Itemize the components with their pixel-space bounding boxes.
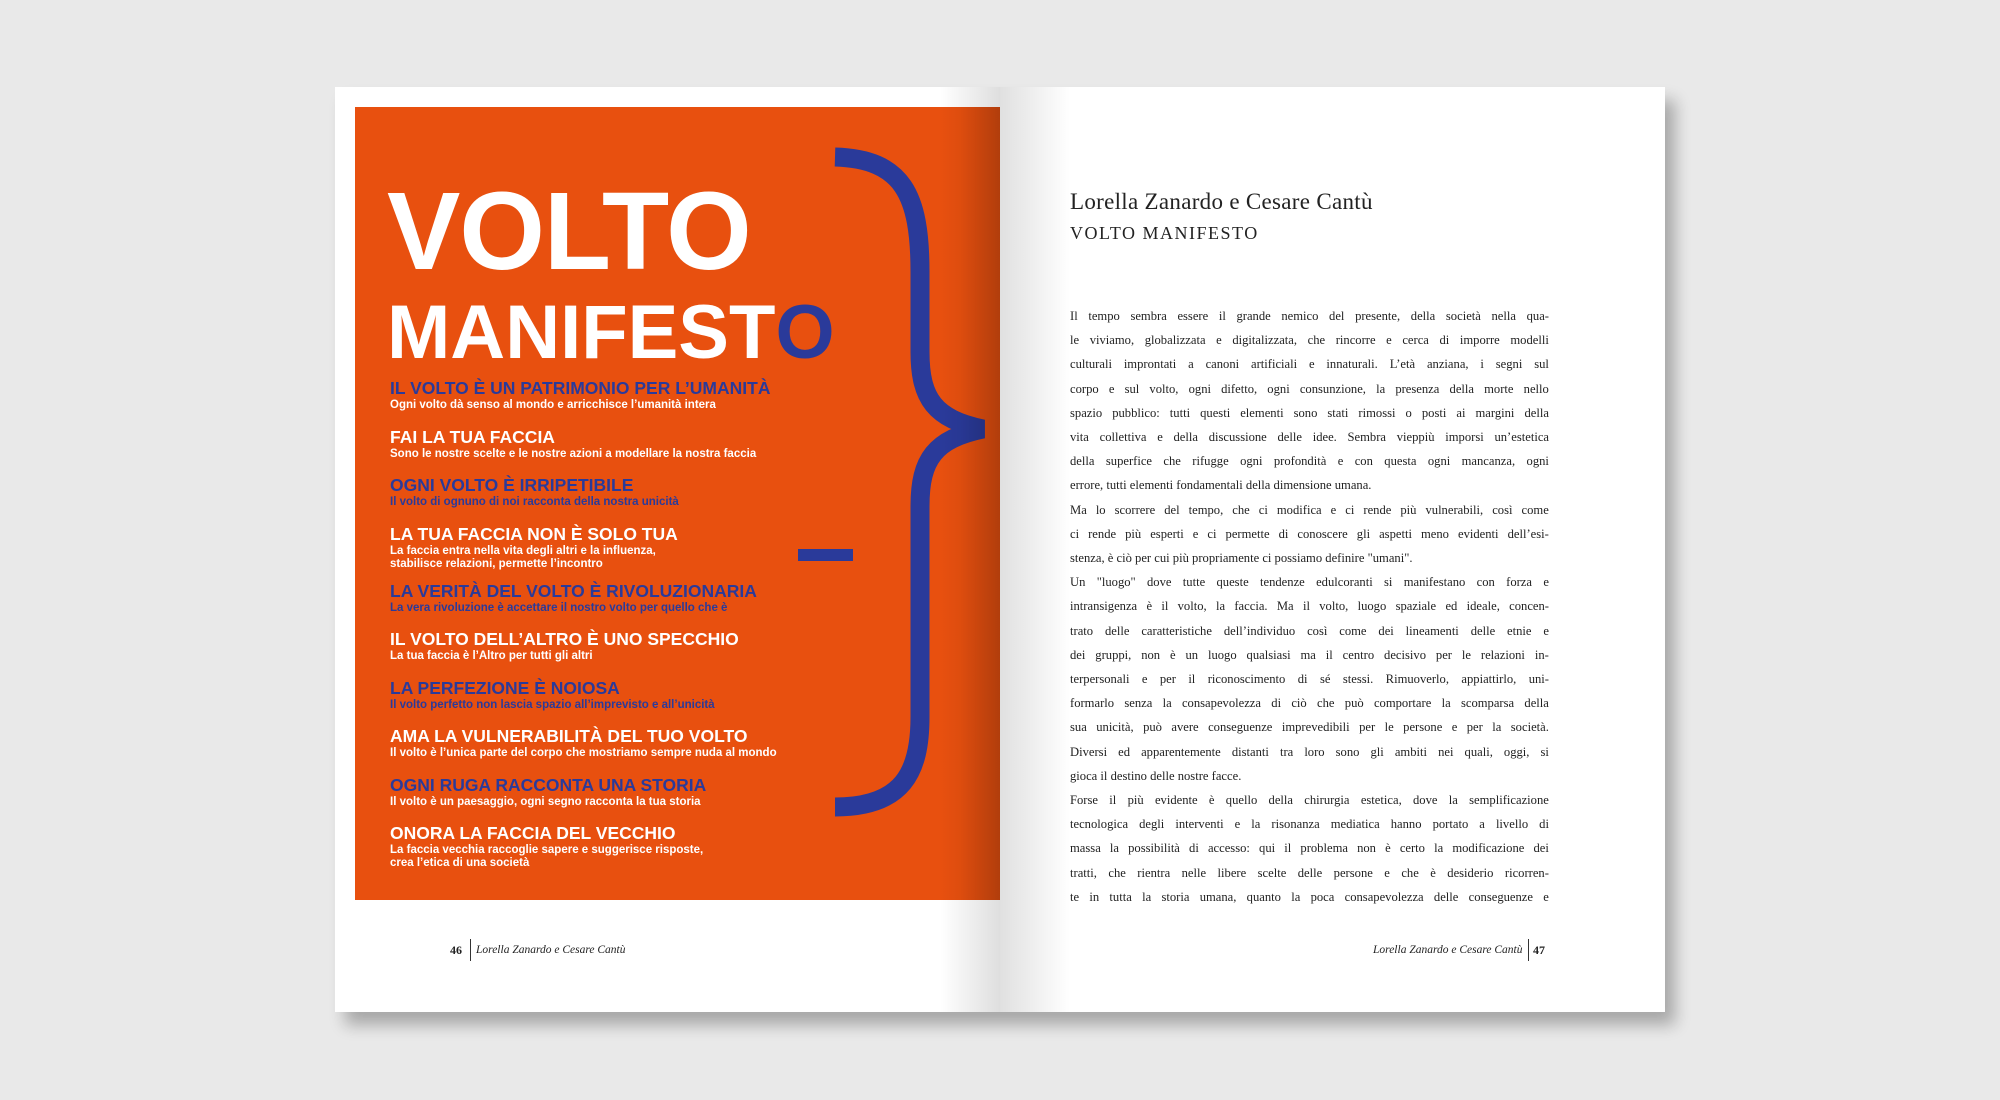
- title-line-2: [387, 290, 835, 375]
- title-line-1: VOLTO: [387, 170, 751, 293]
- item-description: Il volto è l’unica parte del corpo che mostriamo sempre nuda al mondo: [390, 747, 777, 759]
- list-item: [390, 475, 830, 524]
- item-description: crea l’etica di una società: [390, 857, 530, 869]
- body-line: Un "luogo" dove tutte queste tendenze edulcoranti si manifestano con forza e: [1070, 575, 1549, 590]
- item-heading: OGNI RUGA RACCONTA UNA STORIA: [390, 774, 707, 795]
- page-number: 47: [1533, 943, 1545, 957]
- body-line: tecnologica degli interventi e la risonanza mediatica hanno portato a livello di: [1070, 817, 1549, 832]
- body-line: gioca il destino delle nostre facce.: [1070, 768, 1242, 783]
- item-description: La tua faccia è l’Altro per tutti gli altri: [390, 650, 593, 662]
- body-line: Diversi ed apparentemente distanti tra loro sono gli ambiti nei quali, oggi, si: [1070, 744, 1549, 759]
- folio-author: Lorella Zanardo e Cesare Cantù: [476, 944, 626, 956]
- title-line-2-main: MANIFEST: [387, 290, 776, 375]
- title-line-2-last-letter: O: [775, 290, 835, 375]
- item-heading: ONORA LA FACCIA DEL VECCHIO: [390, 823, 676, 843]
- folio-divider: [470, 939, 471, 961]
- body-line: terpersonali e per il riconoscimento di sé stessi. Rimuoverlo, appiattirlo, uni-: [1070, 672, 1549, 687]
- item-heading: FAI LA TUA FACCIA: [390, 426, 555, 447]
- body-line: formarlo senza la consapevolezza di ciò che può comportare la scomparsa della: [1070, 696, 1549, 711]
- body-line: massa la possibilità di accesso: qui il problema non è certo la modificazione dei: [1070, 841, 1549, 856]
- list-item: [390, 581, 830, 630]
- list-item: [390, 378, 830, 427]
- item-description: Il volto è un paesaggio, ogni segno racconta la tua storia: [390, 795, 701, 808]
- body-line: tratti, che rientra nelle libere scelte delle persone e che è desiderio ricorren-: [1070, 865, 1549, 880]
- item-heading: IL VOLTO DELL’ALTRO È UNO SPECCHIO: [390, 629, 739, 649]
- item-description: Il volto perfetto non lascia spazio all’imprevisto e all’unicità: [390, 698, 715, 711]
- body-line: ci rende più esperti e ci permette di conoscere gli aspetti meno evidenti dell’esi-: [1070, 526, 1549, 541]
- folio-divider: [1528, 939, 1529, 961]
- manifesto-panel: [355, 107, 1000, 900]
- list-item: [390, 775, 830, 824]
- body-line: Forse il più evidente è quello della chirurgia estetica, dove la semplificazione: [1070, 793, 1549, 808]
- left-page: [335, 87, 1000, 1012]
- list-item: [390, 427, 830, 476]
- item-description: stabilisce relazioni, permette l’incontro: [390, 557, 603, 570]
- body-text: [1070, 304, 1549, 909]
- manifesto-list: [390, 378, 830, 872]
- body-line: vita collettiva e della discussione delle idee. Sembra vieppiù imporsi un’estetica: [1070, 430, 1549, 445]
- item-description: Il volto di ognuno di noi racconta della nostra unicità: [390, 496, 679, 508]
- item-description: Ogni volto dà senso al mondo e arricchisce l’umanità intera: [390, 399, 716, 411]
- chapter-author: Lorella Zanardo e Cesare Cantù: [1070, 189, 1373, 214]
- list-item: [390, 823, 830, 872]
- body-line: Il tempo sembra essere il grande nemico del presente, della società nella qua-: [1070, 309, 1549, 323]
- list-item: [390, 629, 830, 678]
- body-line: errore, tutti elementi fondamentali della dimensione umana.: [1070, 478, 1372, 493]
- open-book: [335, 87, 1665, 1012]
- right-page: [1000, 87, 1665, 1012]
- item-description: Sono le nostre scelte e le nostre azioni a modellare la nostra faccia: [390, 447, 757, 460]
- item-heading: AMA LA VULNERABILITÀ DEL TUO VOLTO: [390, 726, 748, 746]
- item-heading: LA PERFEZIONE È NOIOSA: [390, 677, 620, 698]
- page-number: 46: [450, 943, 462, 957]
- list-item: [390, 524, 830, 581]
- item-heading: OGNI VOLTO È IRRIPETIBILE: [390, 475, 634, 495]
- body-line: culturali improntati a canoni artificiali e innaturali. L’età anziana, i segni sul: [1070, 357, 1549, 372]
- body-line: trato delle caratteristiche dell’individuo così come dei lineamenti delle etnie e: [1070, 623, 1549, 638]
- body-line: dei gruppi, non è un luogo qualsiasi ma il centro decisivo per le relazioni in-: [1070, 647, 1549, 662]
- body-line: della superfice che rifugge ogni profondità e con questa ogni mancanza, ogni: [1070, 454, 1549, 469]
- body-line: spazio pubblico: tutti questi elementi sono stati rimossi o posti ai margini della: [1070, 405, 1549, 420]
- item-description: La faccia entra nella vita degli altri e la influenza,: [390, 544, 656, 557]
- body-line: stenza, è ciò per cui più propriamente ci possiamo definire "umani".: [1070, 551, 1413, 566]
- body-line: sua unicità, può avere conseguenze imprevedibili per le persone e per la società.: [1070, 720, 1549, 735]
- item-heading: IL VOLTO È UN PATRIMONIO PER L’UMANITÀ: [390, 378, 771, 398]
- list-item: [390, 726, 830, 775]
- body-line: le viviamo, globalizzata e digitalizzata, che rincorre e cerca di imporre modelli: [1070, 333, 1549, 348]
- chapter-title: VOLTO MANIFESTO: [1070, 223, 1259, 243]
- body-line: te in tutta la storia umana, quanto la poca consapevolezza delle conseguenze e: [1070, 889, 1549, 904]
- item-description: La vera rivoluzione è accettare il nostro volto per quello che è: [390, 601, 728, 614]
- gutter-shadow: [940, 87, 1000, 1012]
- item-heading: LA TUA FACCIA NON È SOLO TUA: [390, 523, 678, 544]
- gutter-shadow: [1000, 87, 1070, 1012]
- list-item: [390, 678, 830, 727]
- folio-author: Lorella Zanardo e Cesare Cantù: [1373, 944, 1523, 956]
- item-description: La faccia vecchia raccoglie sapere e suggerisce risposte,: [390, 844, 704, 856]
- body-line: corpo e sul volto, ogni difetto, ogni consunzione, la presenza della morte nello: [1070, 381, 1549, 396]
- item-heading: LA VERITÀ DEL VOLTO È RIVOLUZIONARIA: [390, 580, 757, 601]
- body-line: Ma lo scorrere del tempo, che ci modifica e ci rende più vulnerabili, così come: [1070, 502, 1549, 517]
- body-line: intransigenza è il volto, la faccia. Ma il volto, luogo spaziale ed ideale, concen-: [1070, 599, 1549, 614]
